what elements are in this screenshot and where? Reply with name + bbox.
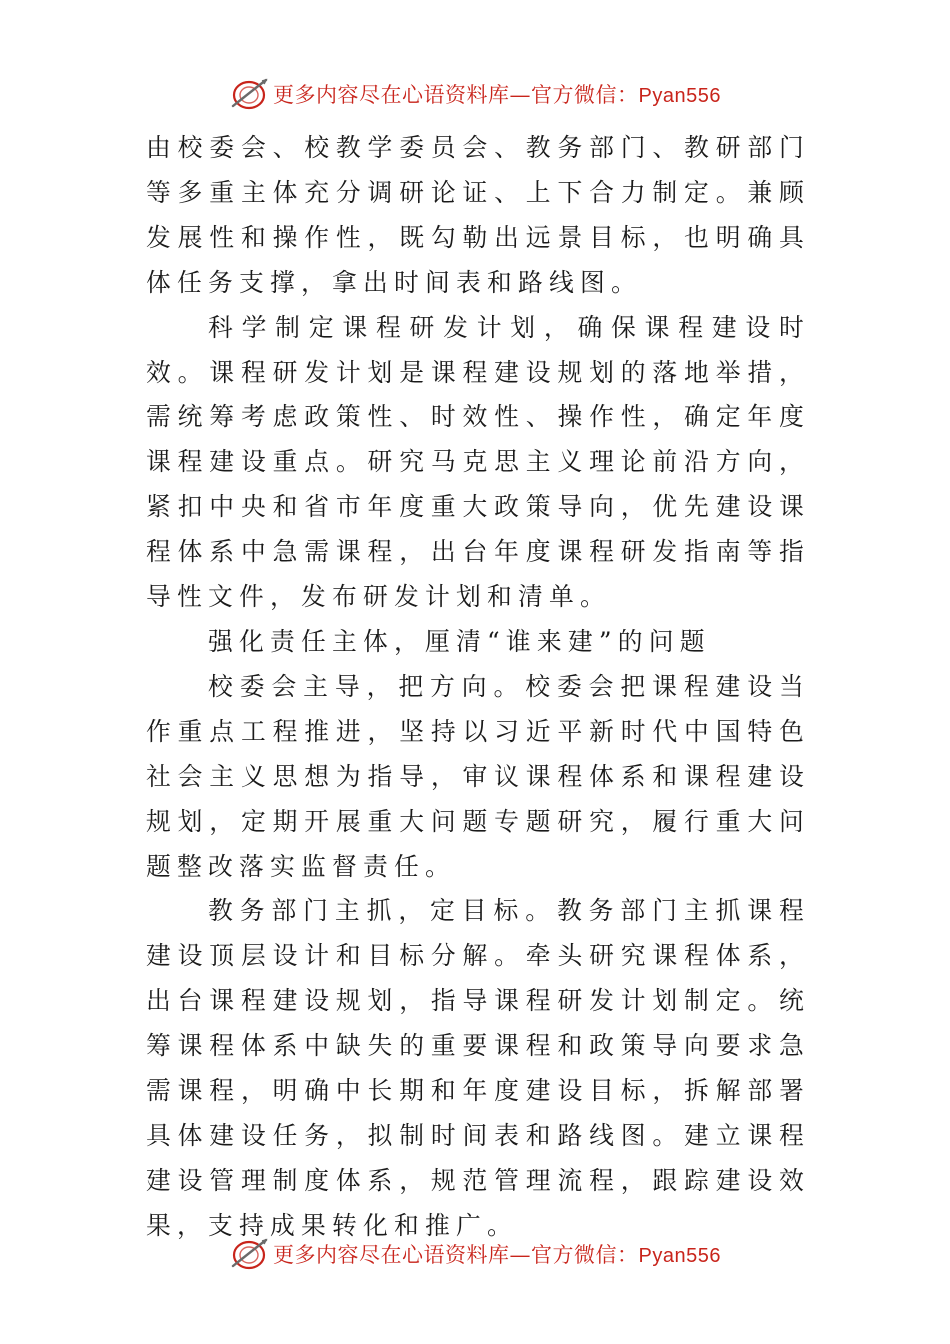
header-banner-text: [273, 79, 721, 109]
brand-logo-icon: [229, 1236, 269, 1272]
footer-brand-text: 更多内容尽在心语资料库: [273, 1243, 510, 1267]
paragraph-academic-affairs: 教务部门主抓，定目标。教务部门主抓课程建设顶层设计和目标分解。牵头研究课程体系，出台课程建设规划，指导课程研发计划制定。统筹课程体系中缺失的重要课程和政策导向要求急需课程，明确中长期和年度建设目标，拆解部署具体建设任务，拟制时间表和路线图。建立课程建设管理制度体系，规范管理流程，跟踪建设效果，支持成果转化和推广。: [146, 896, 810, 1240]
header-brand-text: 更多内容尽在心语资料库: [273, 83, 510, 107]
brand-logo-icon: [229, 76, 269, 112]
paragraph-school-committee: 校委会主导，把方向。校委会把课程建设当作重点工程推进，坚持以习近平新时代中国特色社会主义思想为指导，审议课程体系和课程建设规划，定期开展重大问题专题研究，履行重大问题整改落实监督责任。: [146, 671, 810, 881]
footer-wechat-id: Pyan556: [638, 1245, 721, 1267]
header-wechat-label: 官方微信：: [531, 83, 639, 107]
footer-banner-text: [273, 1239, 721, 1269]
footer-banner: [0, 1234, 950, 1274]
paragraph-course-plan: 科学制定课程研发计划，确保课程建设时效。课程研发计划是课程建设规划的落地举措，需统筹考虑政策性、时效性、操作性，确定年度课程建设重点。研究马克思主义理论前沿方向，紧扣中央和省市年度重大政策导向，优先建设课程体系中急需课程，出台年度课程研发指南等指导性文件，发布研发计划和清单。: [146, 312, 810, 612]
paragraph-continuation: 由校委会、校教学委员会、教务部门、教研部门等多重主体充分调研论证、上下合力制定。兼顾发展性和操作性，既勾勒出远景目标，也明确具体任务支撑，拿出时间表和路线图。: [146, 133, 810, 297]
header-banner: [0, 74, 950, 114]
footer-wechat-label: 官方微信：: [531, 1243, 639, 1267]
section-heading-responsibility: 强化责任主体，厘清“谁来建”的问题: [208, 626, 711, 656]
header-wechat-id: Pyan556: [638, 85, 721, 107]
header-separator: —: [509, 83, 532, 107]
document-body: [146, 126, 810, 1249]
footer-separator: —: [509, 1243, 532, 1267]
